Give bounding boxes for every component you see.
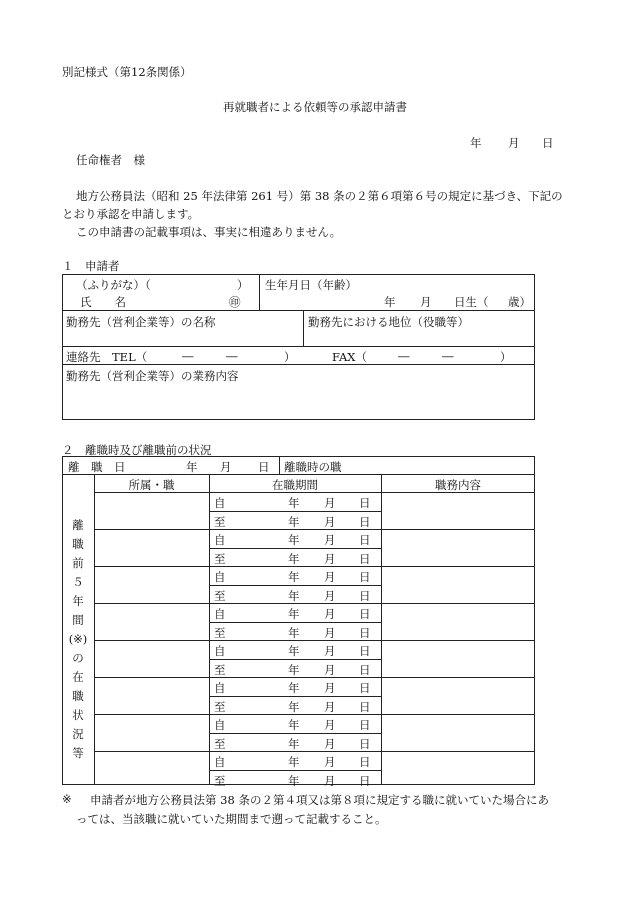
period-month: 月 xyxy=(324,625,336,640)
side-label-char: ５ xyxy=(72,575,84,589)
furigana-label: （ふりがな）（ xyxy=(76,278,151,292)
period-to-label: 至 xyxy=(214,514,226,529)
side-label-char: 年 xyxy=(72,594,84,608)
period-from-label: 自 xyxy=(214,755,226,769)
period-year: 年 xyxy=(288,773,300,788)
birth-year: 年 xyxy=(384,295,396,309)
period-day: 日 xyxy=(359,736,371,751)
period-to-label: 至 xyxy=(214,736,226,751)
fax-label: FAX（ xyxy=(332,350,367,364)
seal-icon: ㊞ xyxy=(229,295,241,309)
side-label-char: 離 xyxy=(72,518,84,532)
section2-heading: ２ 離職時及び離職前の状況 xyxy=(62,443,212,457)
period-year: 年 xyxy=(288,496,300,510)
period-day: 日 xyxy=(359,681,371,695)
retire-month: 月 xyxy=(220,460,232,474)
period-year: 年 xyxy=(288,625,300,640)
period-month: 月 xyxy=(324,755,336,769)
period-day: 日 xyxy=(359,588,371,603)
col-duties-header: 職務内容 xyxy=(435,478,481,492)
period-month: 月 xyxy=(324,699,336,714)
period-day: 日 xyxy=(359,514,371,529)
form-label: 別記様式（第12条関係） xyxy=(62,65,192,79)
business-label: 勤務先（営利企業等）の業務内容 xyxy=(66,369,239,383)
period-month: 月 xyxy=(324,681,336,695)
period-year: 年 xyxy=(288,736,300,751)
furigana-close: ） xyxy=(237,278,249,292)
period-day: 日 xyxy=(359,773,371,788)
period-day: 日 xyxy=(359,699,371,714)
tel-dash-1: ― xyxy=(182,349,194,363)
side-label-char: 前 xyxy=(72,556,84,570)
footnote-line-1: 申請者が地方公務員法第 38 条の２第４項又は第８項に規定する職に就いていた場合にあ xyxy=(90,793,549,807)
side-label-char: 等 xyxy=(72,746,84,760)
fax-close: ） xyxy=(500,350,512,364)
period-to-label: 至 xyxy=(214,662,226,677)
period-month: 月 xyxy=(324,570,336,584)
side-label-char: (※) xyxy=(68,632,88,646)
col-period-header: 在職期間 xyxy=(272,478,318,492)
employer-position-label: 勤務先における地位（役職等） xyxy=(308,315,469,329)
retire-position-label: 離職時の職 xyxy=(284,460,342,474)
period-day: 日 xyxy=(359,551,371,566)
period-month: 月 xyxy=(324,514,336,529)
birth-month: 月 xyxy=(420,295,432,309)
retire-day: 日 xyxy=(258,460,270,474)
addressee: 任命権者 様 xyxy=(76,153,145,167)
col-affiliation-header: 所属・職 xyxy=(128,478,175,492)
body-line-1: 地方公務員法（昭和 25 年法律第 261 号）第 38 条の２第６項第６号の規定に基づき、下記の xyxy=(76,189,563,203)
period-year: 年 xyxy=(288,662,300,677)
period-day: 日 xyxy=(359,644,371,658)
name-label: 氏 名 xyxy=(80,295,126,309)
form-title: 再就職者による依頼等の承認申請書 xyxy=(223,100,407,114)
period-to-label: 至 xyxy=(214,625,226,640)
period-year: 年 xyxy=(288,533,300,547)
period-to-label: 至 xyxy=(214,551,226,566)
fax-dash-2: ― xyxy=(442,349,454,363)
period-year: 年 xyxy=(288,588,300,603)
period-month: 月 xyxy=(324,662,336,677)
period-year: 年 xyxy=(288,607,300,621)
period-day: 日 xyxy=(359,570,371,584)
period-from-label: 自 xyxy=(214,607,226,621)
period-from-label: 自 xyxy=(214,718,226,732)
period-day: 日 xyxy=(359,718,371,732)
side-label-char: 状 xyxy=(72,708,84,722)
period-to-label: 至 xyxy=(214,699,226,714)
period-month: 月 xyxy=(324,607,336,621)
birth-label: 生年月日（年齢） xyxy=(265,278,357,292)
tel-label: TEL（ xyxy=(112,350,148,364)
period-year: 年 xyxy=(288,755,300,769)
side-label-char: 職 xyxy=(72,689,84,703)
period-month: 月 xyxy=(324,644,336,658)
period-month: 月 xyxy=(324,588,336,603)
footnote-line-2: っては、当該職に就いていた期間まで遡って記載すること。 xyxy=(76,812,387,826)
period-day: 日 xyxy=(359,533,371,547)
period-day: 日 xyxy=(359,496,371,510)
footnote-mark: ※ xyxy=(62,792,72,806)
period-month: 月 xyxy=(324,718,336,732)
period-year: 年 xyxy=(288,514,300,529)
period-day: 日 xyxy=(359,607,371,621)
period-month: 月 xyxy=(324,773,336,788)
contact-label: 連絡先 xyxy=(66,350,101,364)
tel-dash-2: ― xyxy=(226,349,238,363)
side-label-char: 職 xyxy=(72,537,84,551)
date-year: 年 xyxy=(470,136,482,150)
period-from-label: 自 xyxy=(214,644,226,658)
retire-date-label: 離 職 日 xyxy=(68,460,126,474)
period-year: 年 xyxy=(288,570,300,584)
period-day: 日 xyxy=(359,755,371,769)
period-from-label: 自 xyxy=(214,570,226,584)
period-from-label: 自 xyxy=(214,496,226,510)
date-day: 日 xyxy=(542,136,554,150)
fax-dash-1: ― xyxy=(398,349,410,363)
date-month: 月 xyxy=(508,136,520,150)
side-label-char: 在 xyxy=(72,670,84,684)
period-month: 月 xyxy=(324,533,336,547)
period-year: 年 xyxy=(288,718,300,732)
tel-close: ） xyxy=(284,350,296,364)
retire-year: 年 xyxy=(186,460,198,474)
period-to-label: 至 xyxy=(214,588,226,603)
section1-heading: １ 申請者 xyxy=(62,259,120,273)
period-from-label: 自 xyxy=(214,681,226,695)
period-from-label: 自 xyxy=(214,533,226,547)
period-month: 月 xyxy=(324,551,336,566)
side-label-char: 況 xyxy=(72,727,84,741)
period-day: 日 xyxy=(359,625,371,640)
period-year: 年 xyxy=(288,681,300,695)
body-line-3: この申請書の記載事項は、事実に相違ありません。 xyxy=(76,225,342,239)
period-to-label: 至 xyxy=(214,773,226,788)
period-month: 月 xyxy=(324,496,336,510)
birth-day: 日生（ xyxy=(454,295,489,309)
body-line-2: とおり承認を申請します。 xyxy=(62,207,200,221)
period-year: 年 xyxy=(288,644,300,658)
side-label-char: 間 xyxy=(72,613,84,627)
age: 歳） xyxy=(508,295,531,309)
period-day: 日 xyxy=(359,662,371,677)
employer-name-label: 勤務先（営利企業等）の名称 xyxy=(66,315,216,329)
period-month: 月 xyxy=(324,736,336,751)
side-label-char: の xyxy=(72,651,84,665)
period-year: 年 xyxy=(288,699,300,714)
period-year: 年 xyxy=(288,551,300,566)
